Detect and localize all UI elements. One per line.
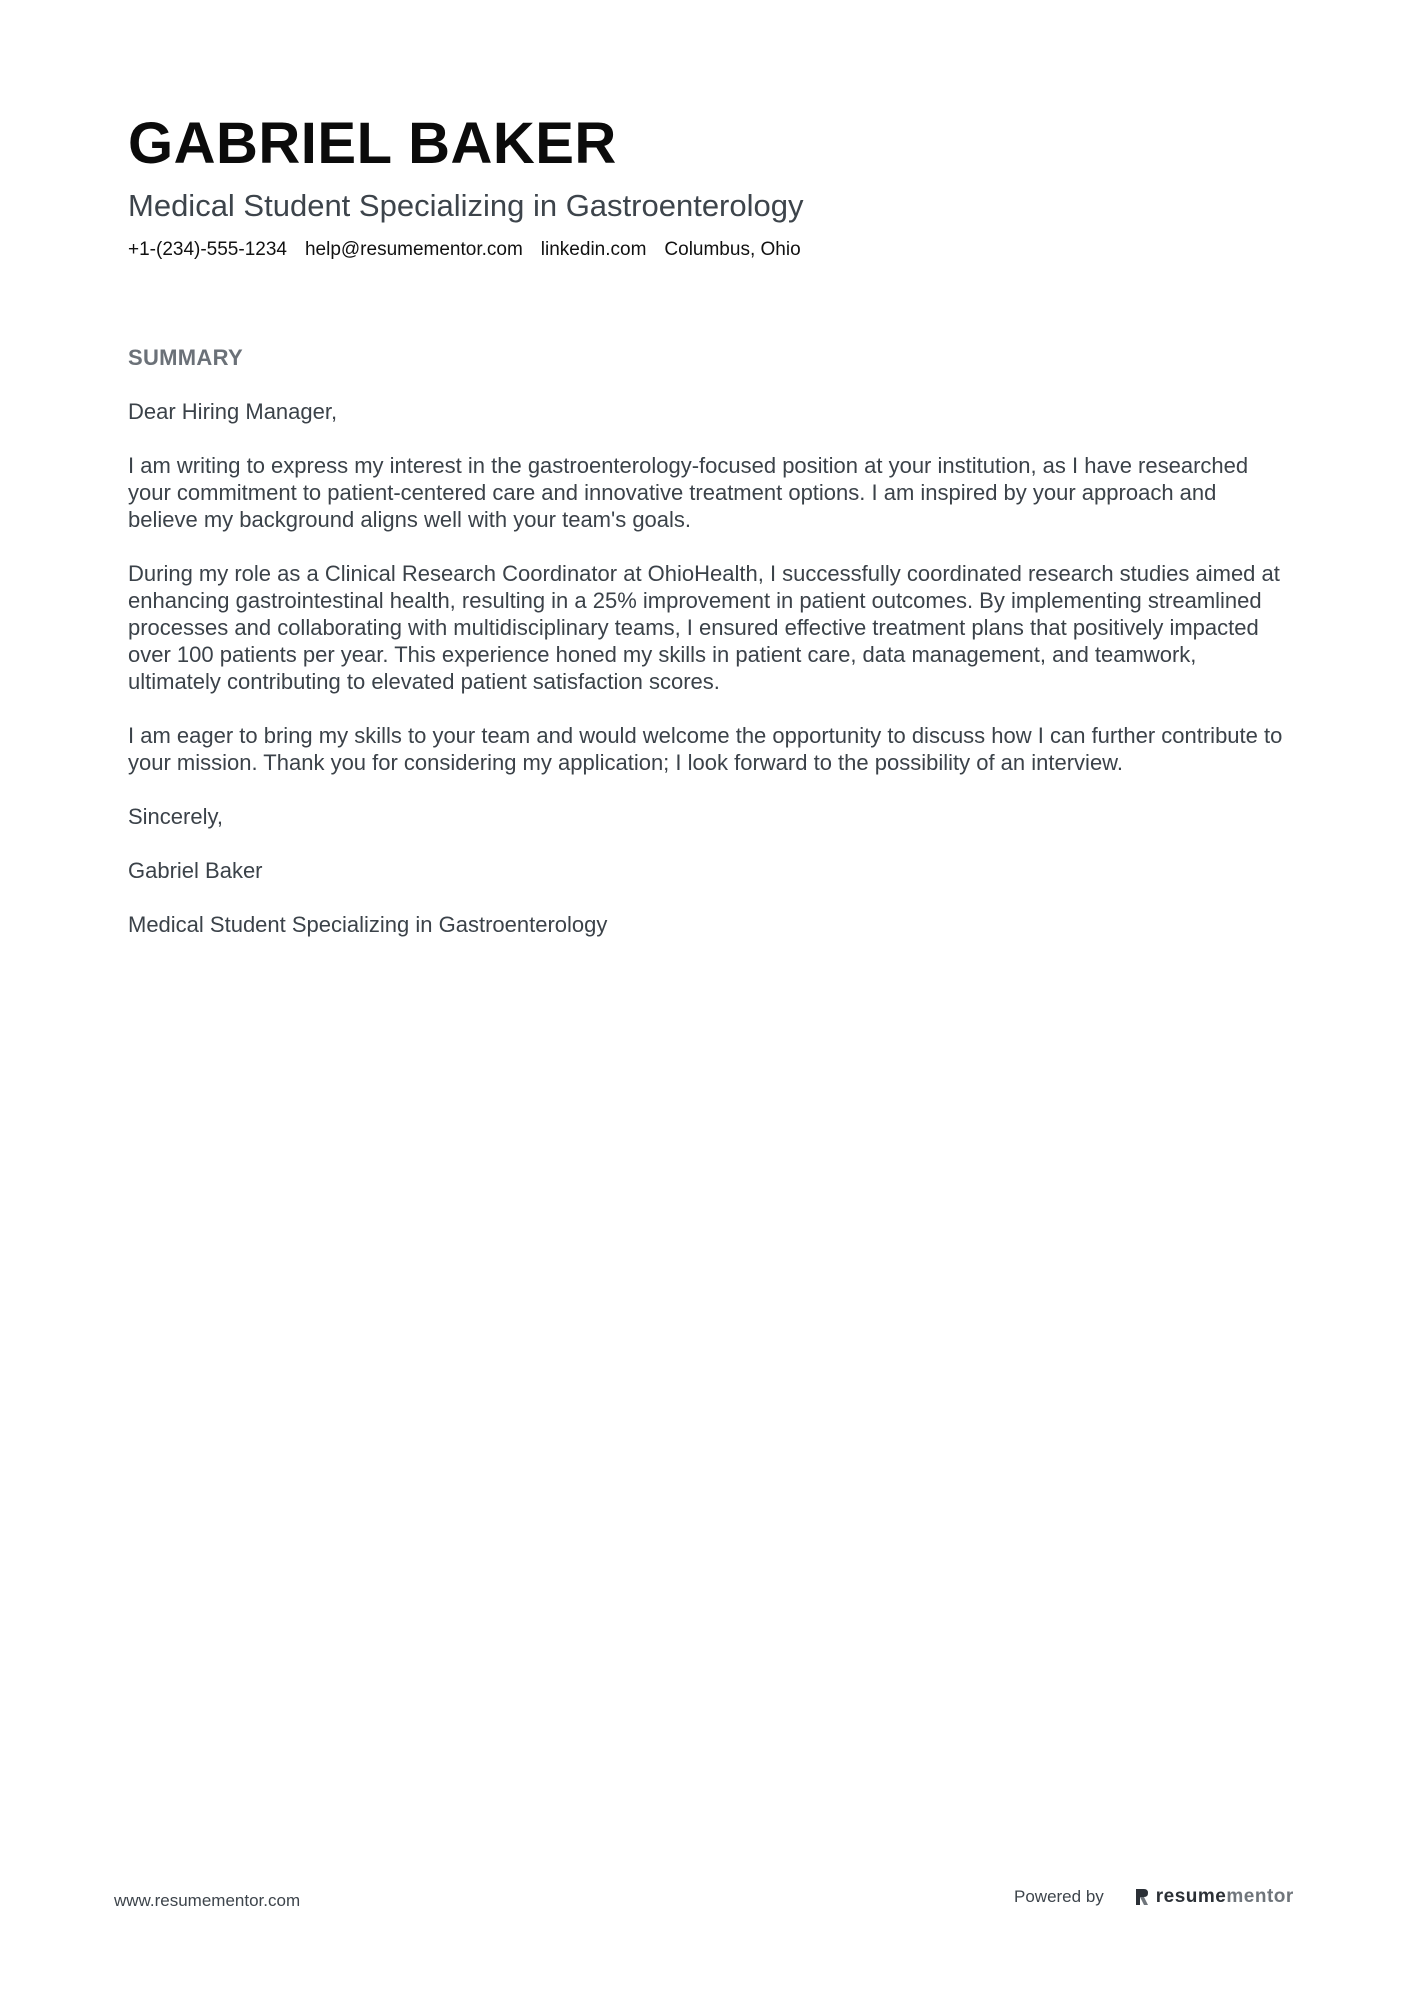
brand-logo[interactable]: [1134, 1886, 1294, 1908]
footer-website[interactable]: www.resumementor.com: [114, 1891, 301, 1910]
contact-line: [128, 238, 1288, 262]
brand-name-light: mentor: [1226, 1886, 1294, 1907]
letter-paragraph: I am eager to bring my skills to your team and would welcome the opportunity to discuss how I can further contribute to your mission. Thank you for considering my application; I look forward to the possibility of an interview.: [128, 723, 1283, 775]
letter-closing: Sincerely,: [128, 804, 223, 829]
section-heading-summary: SUMMARY: [128, 345, 243, 370]
signature-title: Medical Student Specializing in Gastroenterology: [128, 912, 608, 937]
contact-phone: +1-(234)-555-1234: [128, 239, 287, 260]
brand-name-strong: resume: [1155, 1886, 1227, 1907]
signature-name: Gabriel Baker: [128, 858, 263, 883]
contact-location: Columbus, Ohio: [664, 239, 801, 260]
contact-linkedin[interactable]: linkedin.com: [540, 239, 647, 260]
resumementor-logo-icon: [1134, 1887, 1150, 1907]
letter-body: [128, 398, 1288, 965]
powered-by-label: Powered by: [1014, 1887, 1104, 1906]
header: [128, 110, 1288, 262]
brand-name: [1156, 1886, 1294, 1908]
applicant-title: Medical Student Specializing in Gastroenterology: [128, 188, 804, 223]
footer-branding: [1014, 1886, 1294, 1908]
letter-salutation: Dear Hiring Manager,: [128, 399, 338, 424]
contact-email[interactable]: help@resumementor.com: [304, 239, 523, 260]
letter-paragraph: I am writing to express my interest in the gastroenterology-focused position at your institution, as I have researched your commitment to patient-centered care and innovative treatment options. I am inspired by your approach and believe my background aligns well with your team's goals.: [128, 453, 1249, 532]
letter-paragraph: During my role as a Clinical Research Coordinator at OhioHealth, I successfully coordinated research studies aimed at enhancing gastrointestinal health, resulting in a 25% improvement in patient outcomes. By implementing streamlined processes and collaborating with multidisciplinary teams, I ensured effective treatment plans that positively impacted over 100 patients per year. This experience honed my skills in patient care, data management, and teamwork, ultimately contributing to elevated patient satisfaction scores.: [128, 561, 1280, 694]
applicant-name: GABRIEL BAKER: [128, 111, 617, 176]
